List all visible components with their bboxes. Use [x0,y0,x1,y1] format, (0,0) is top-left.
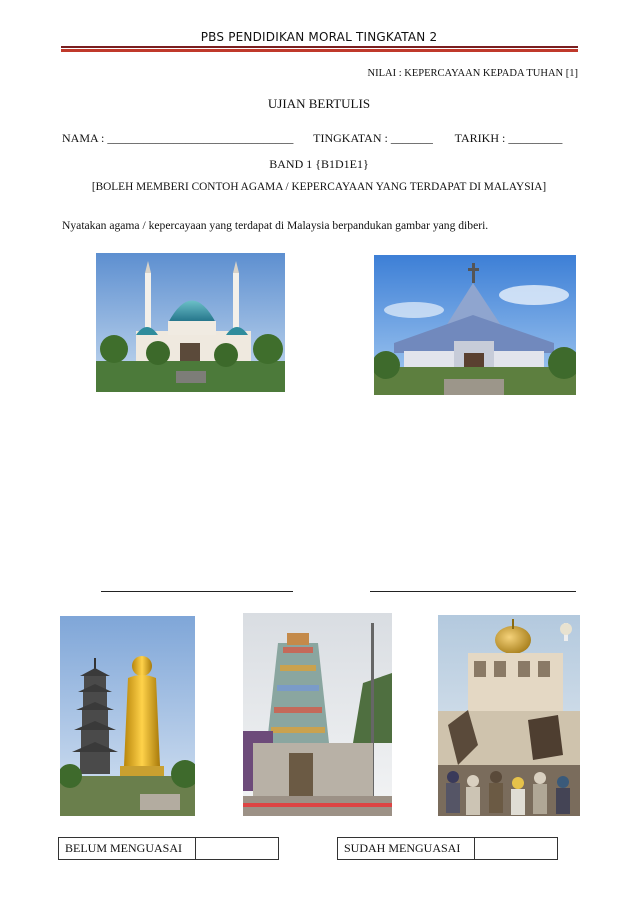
name-blank[interactable]: _______________________________ [107,131,294,145]
tingkatan-label: TINGKATAN : [313,131,391,145]
tarikh-blank[interactable]: _________ [508,131,563,145]
header-title: PBS PENDIDIKAN MORAL TINGKATAN 2 [200,30,438,44]
hindu-temple-image [243,613,392,816]
nilai-label: NILAI : KEPERCAYAAN KEPADA TUHAN [1] [367,68,578,79]
buddhist-temple-image [60,616,195,816]
test-title: UJIAN BERTULIS [267,96,371,111]
tingkatan-blank[interactable]: _______ [390,131,433,145]
band-label: BAND 1 {B1D1E1} [269,157,369,171]
church-image [374,255,576,395]
answer-blank-1[interactable] [101,591,293,592]
name-label: NAMA : [62,131,108,145]
mosque-image [96,253,285,392]
answer-blank-2[interactable] [370,591,576,592]
student-info-line [62,131,562,146]
belum-menguasai-label: BELUM MENGUASAI [59,838,196,860]
belum-menguasai-box[interactable] [196,838,279,860]
instruction-text: Nyatakan agama / kepercayaan yang terdapat di Malaysia berpandukan gambar yang diberi. [62,219,489,232]
header-rule-red [61,49,578,52]
header-rule-dark [61,46,578,48]
sudah-menguasai-label: SUDAH MENGUASAI [338,838,475,860]
sikh-temple-image [438,615,580,816]
status-belum-table [58,837,279,860]
objective-label: [BOLEH MEMBERI CONTOH AGAMA / KEPERCAYAAN YANG TERDAPAT DI MALAYSIA] [91,181,547,193]
sudah-menguasai-box[interactable] [475,838,558,860]
status-sudah-table [337,837,558,860]
tarikh-label: TARIKH : [454,131,509,145]
